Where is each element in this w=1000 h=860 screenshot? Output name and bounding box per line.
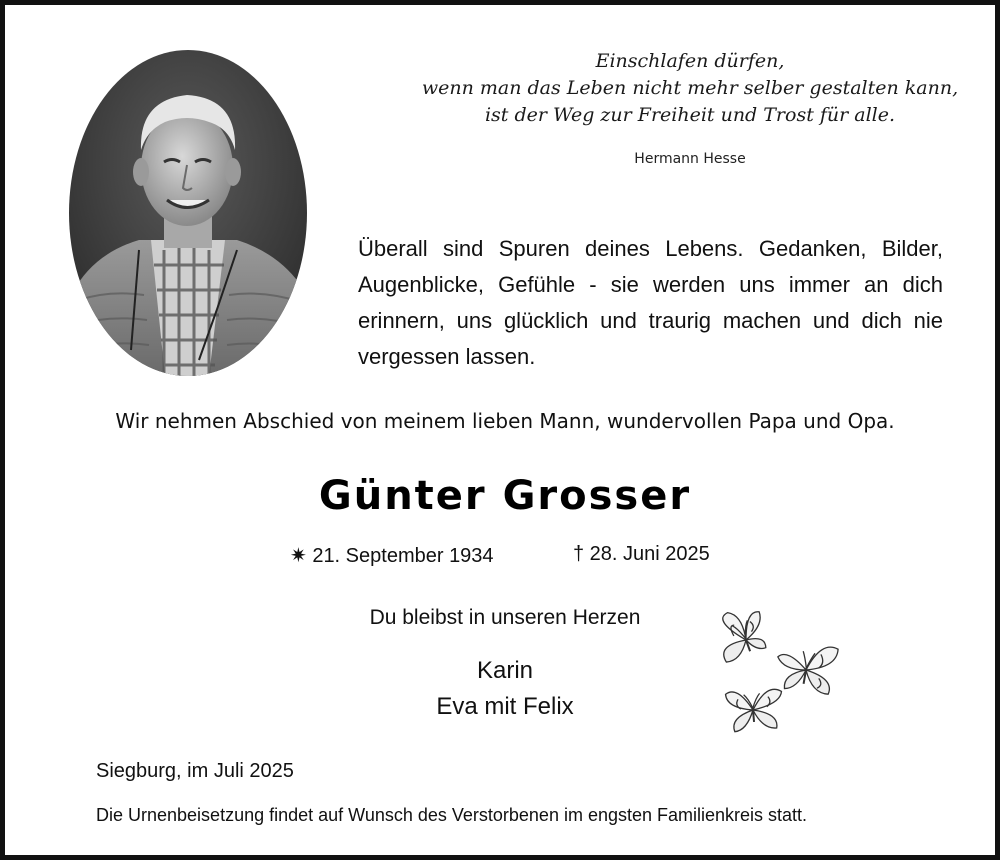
remembrance-text: Du bleibst in unseren Herzen <box>369 606 641 629</box>
mourner-name: Eva mit Felix <box>436 693 574 720</box>
poem-line: ist der Weg zur Freiheit und Trost für alle. <box>484 104 896 126</box>
memorial-quote: Überall sind Spuren deines Lebens. Gedanken, Bilder, Augenblicke, Gefühle - sie werden uns immer an dich erinnern, uns glücklich und traurig machen und dich nie vergessen lassen. <box>358 236 943 369</box>
poem-line: Einschlafen dürfen, <box>595 50 785 72</box>
poem-author: Hermann Hesse <box>634 151 746 167</box>
portrait-photo-icon <box>69 50 307 376</box>
death-date: † 28. Juni 2025 <box>573 543 710 565</box>
butterflies-icon <box>711 605 851 739</box>
birth-date: ✷ 21. September 1934 <box>290 545 494 567</box>
place-and-date: Siegburg, im Juli 2025 <box>96 760 294 782</box>
burial-note: Die Urnenbeisetzung findet auf Wunsch des Verstorbenen im engsten Familienkreis statt. <box>96 805 808 825</box>
mourner-name: Karin <box>476 657 534 684</box>
poem <box>385 48 995 129</box>
farewell-text: Wir nehmen Abschied von meinem lieben Mann, wundervollen Papa und Opa. <box>115 409 895 433</box>
deceased-name: Günter Grosser <box>318 473 692 519</box>
poem-line: wenn man das Leben nicht mehr selber gestalten kann, <box>421 77 959 99</box>
